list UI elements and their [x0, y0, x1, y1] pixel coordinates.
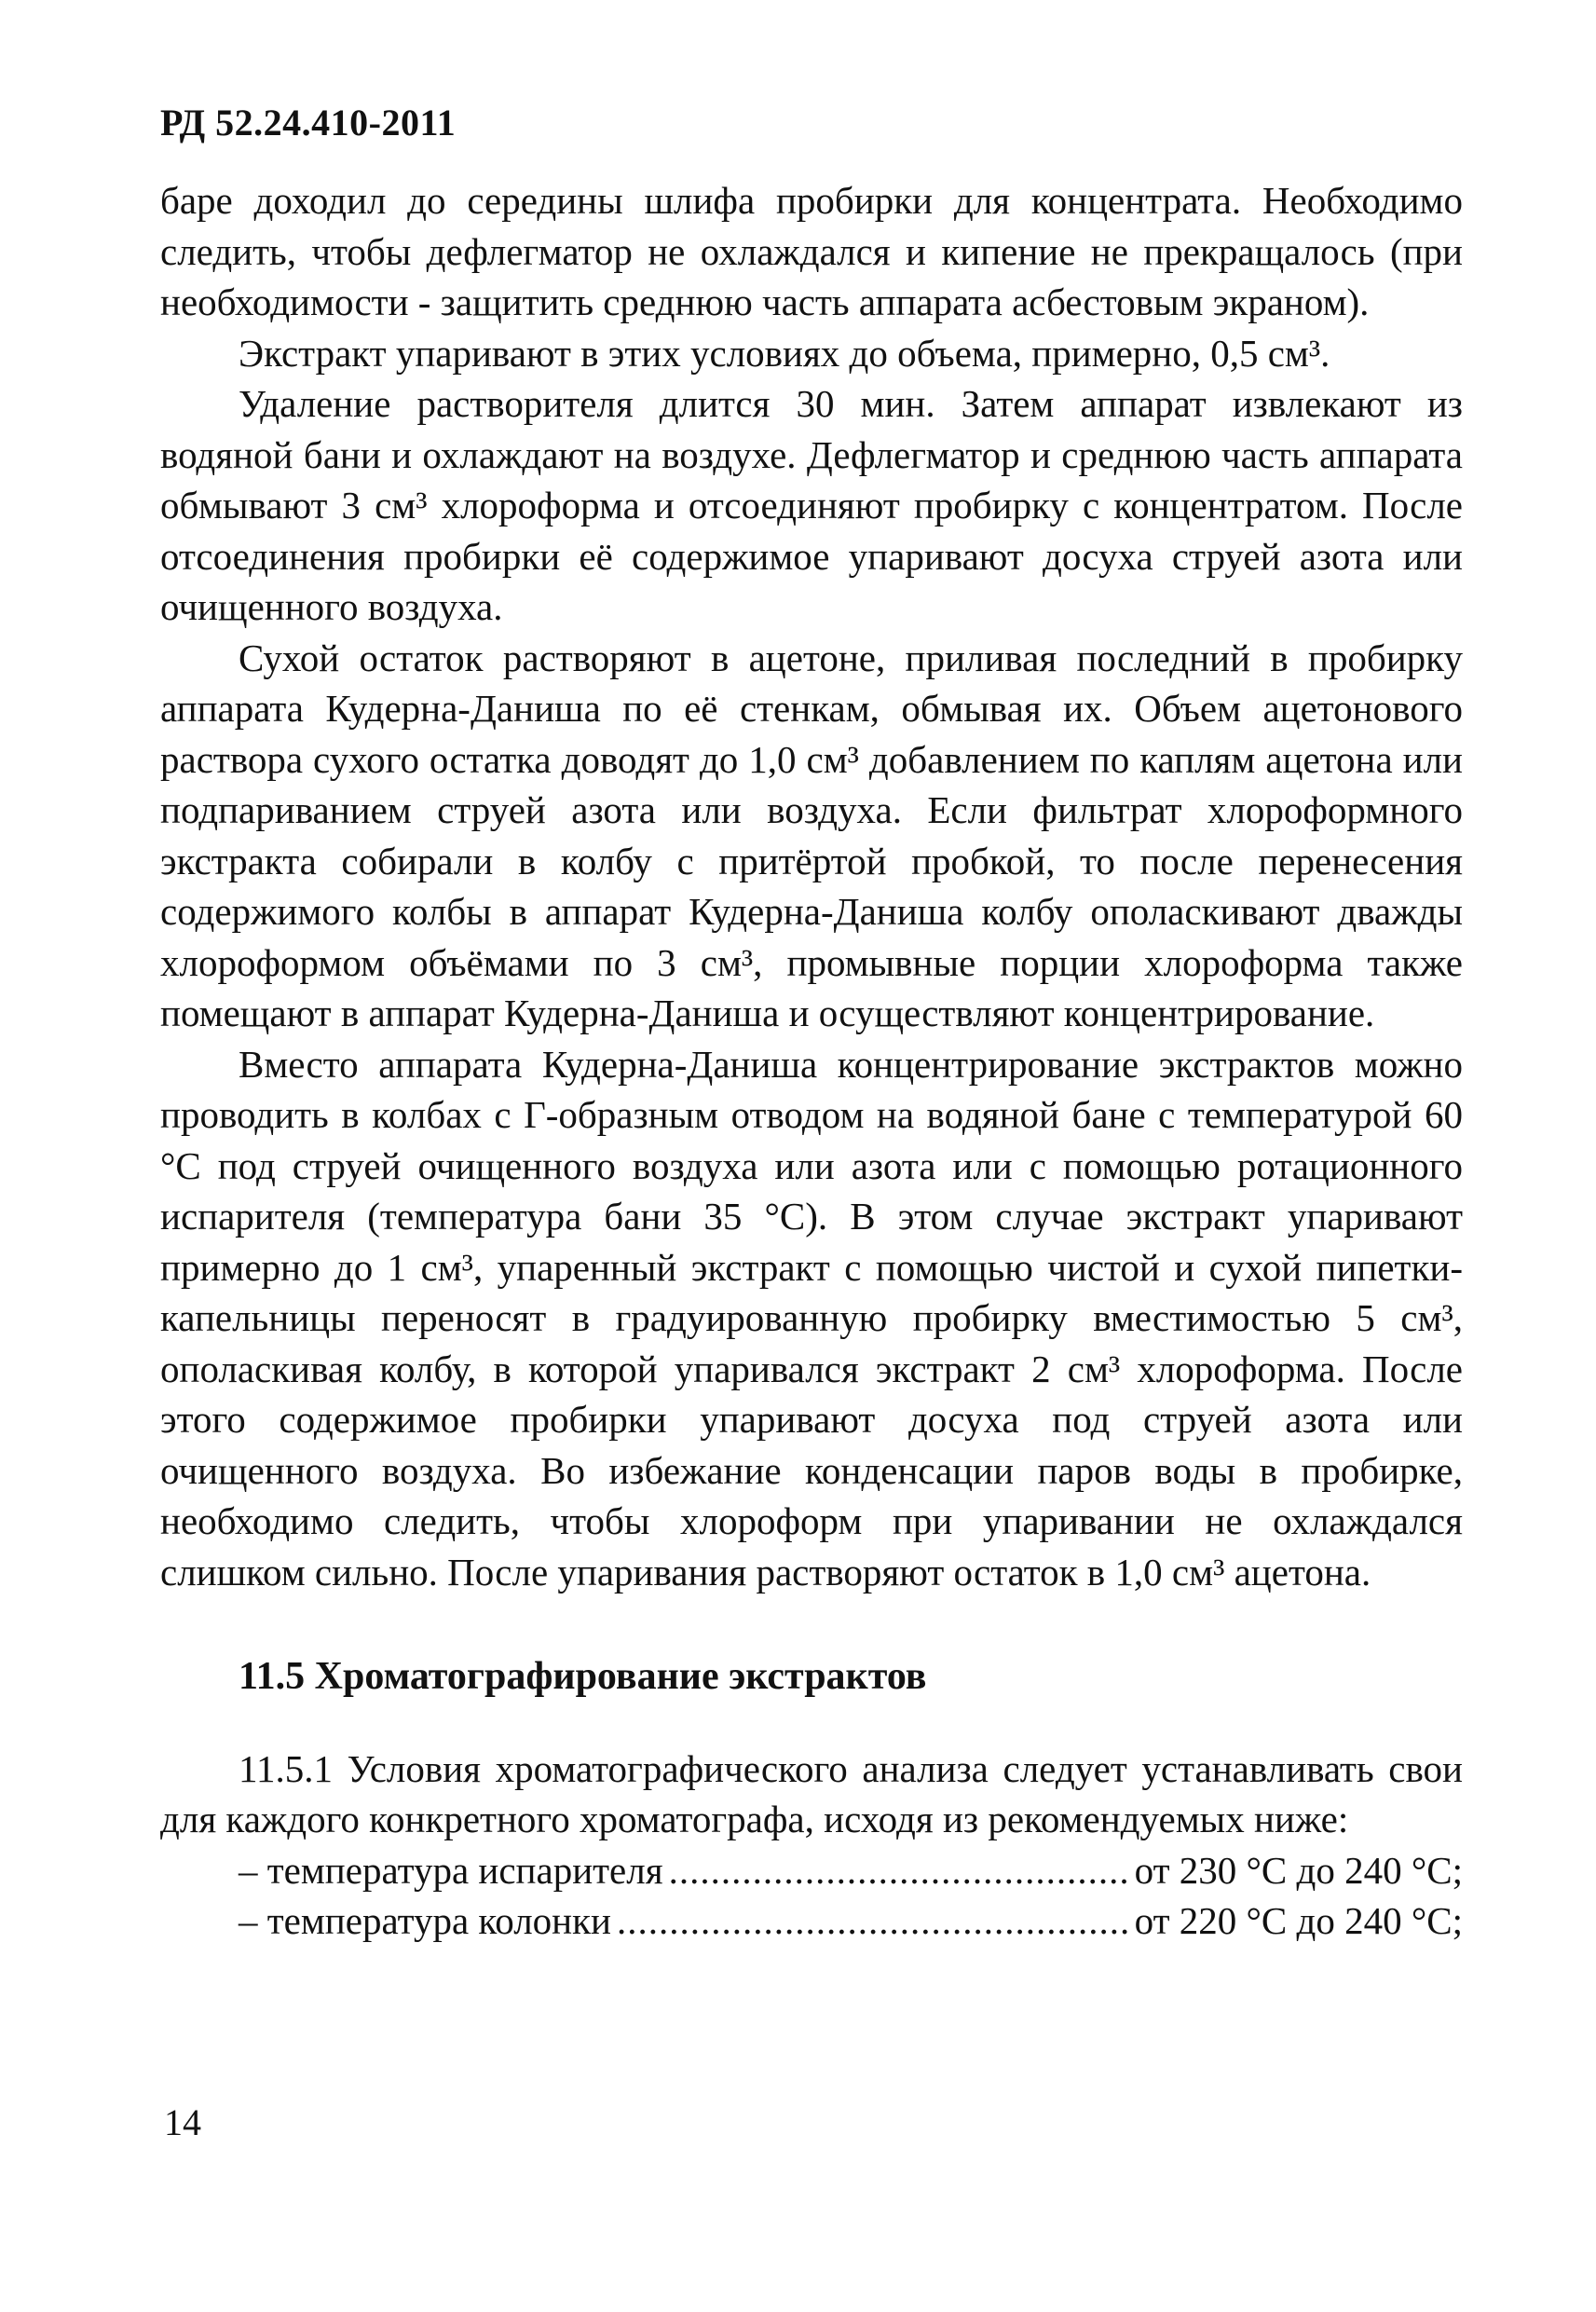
leader-dots	[617, 1895, 1129, 1947]
page-number: 14	[164, 2101, 201, 2143]
leader-dots	[669, 1845, 1129, 1896]
section-heading: 11.5 Хроматографирование экстрактов	[239, 1655, 927, 1698]
list-item-value: от 230 °С до 240 °С;	[1134, 1848, 1463, 1892]
paragraph-dry-residue: Сухой остаток растворяют в ацетоне, приливая последний в пробирку аппарата Кудерна-Даниша по её стенкам, обмывая их. Объем ацетонового раствора сухого остатка доводят до 1,0 см³ добавлением по каплям ацетона или подпариванием струей азота или воздуха. Если фильтрат хлороформного экстракта собирали в колбу с притёртой пробкой, то после перенесения содержимого колбы в аппарат Кудерна-Даниша колбу ополаскивают дважды хлороформом объёмами по 3 см³, промывные порции хлороформа также помещают в аппарат Кудерна-Даниша и осуществляют концентрирование.	[160, 636, 1463, 1034]
list-item-label: – температура испарителя	[239, 1848, 663, 1892]
paragraph-extract-volume: Экстракт упаривают в этих условиях до объема, примерно, 0,5 см³.	[239, 331, 1330, 375]
section-intro-paragraph: 11.5.1 Условия хроматографического анализа следует устанавливать свои для каждого конкретного хроматографа, исходя из рекомендуемых ниже:	[160, 1746, 1463, 1840]
paragraph-continuation: баре доходил до середины шлифа пробирки для концентрата. Необходимо следить, чтобы дефлегматор не охлаждался и кипение не прекращалось (при необходимости - защитить среднюю часть аппарата асбестовым экраном).	[160, 179, 1463, 323]
list-item-column-temperature	[160, 1895, 1463, 1947]
list-item-value: от 220 °С до 240 °С;	[1134, 1899, 1463, 1942]
paragraph-alternative-method: Вместо аппарата Кудерна-Даниша концентрирование экстрактов можно проводить в колбах с Г-образным отводом на водяной бане с температурой 60 °С под струей очищенного воздуха или азота или с помощью ротационного испарителя (температура бани 35 °С). В этом случае экстракт упаривают примерно до 1 см³, упаренный экстракт с помощью чистой и сухой пипетки-капельницы переносят в градуированную пробирку вместимостью 5 см³, ополаскивая колбу, в которой упаривался экстракт 2 см³ хлороформа. После этого содержимое пробирки упаривают досуха под струей азота или очищенного воздуха. Во избежание конденсации паров воды в пробирке, необходимо следить, чтобы хлороформ при упаривании не охлаждался слишком сильно. После упаривания растворяют остаток в 1,0 см³ ацетона.	[160, 1042, 1463, 1594]
list-item-label: – температура колонки	[239, 1899, 611, 1942]
document-code: РД 52.24.410-2011	[160, 102, 457, 144]
paragraph-solvent-removal: Удаление растворителя длится 30 мин. Затем аппарат извлекают из водяной бани и охлаждают на воздухе. Дефлегматор и среднюю часть аппарата обмывают 3 см³ хлороформа и отсоединяют пробирку с концентратом. После отсоединения пробирки её содержимое упаривают досуха струей азота или очищенного воздуха.	[160, 382, 1463, 628]
list-item-evaporator-temperature	[160, 1845, 1463, 1896]
document-body	[160, 175, 1463, 1947]
